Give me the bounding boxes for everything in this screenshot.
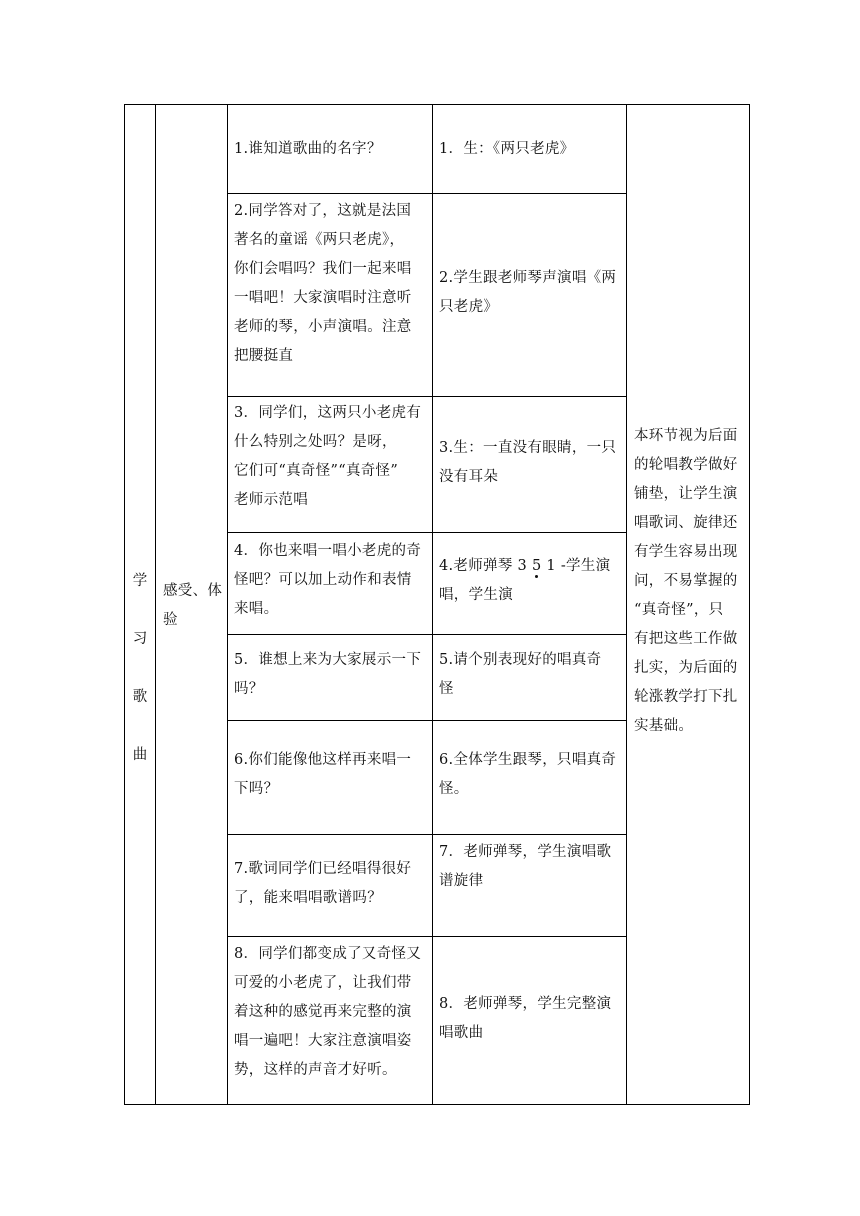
text-line: 把腰挺直 <box>234 348 294 364</box>
design-intent-cell <box>634 422 748 741</box>
text-line: 怪。 <box>439 781 469 797</box>
text-line: 谱旋律 <box>439 873 484 889</box>
text-line: 怪吧？可以加上动作和表情 <box>234 572 412 588</box>
notation-dot <box>535 575 538 578</box>
text-line: 怪 <box>439 681 454 697</box>
section-label-char: 曲 <box>132 747 148 763</box>
text-line: 5．谁想上来为大家展示一下 <box>234 652 422 668</box>
section-label-char: 学 <box>132 573 148 589</box>
text-line: 唱，学生演 <box>439 587 513 603</box>
section-label <box>130 538 150 799</box>
text-line: 什么特别之处吗？是呀， <box>234 434 397 450</box>
text-line: 8．老师弹琴，学生完整演 <box>439 996 612 1012</box>
text-line: 唱一遍吧！大家注意演唱姿 <box>234 1033 412 1049</box>
text-line: 5.请个别表现好的唱真奇 <box>439 652 602 668</box>
teacher-activity-cell <box>234 197 430 371</box>
student-activity-cell <box>439 135 625 164</box>
student-activity-cell <box>439 838 625 896</box>
student-activity-cell <box>439 264 625 322</box>
text-line: 扎实，为后面的 <box>634 660 738 676</box>
teacher-activity-cell <box>234 746 430 804</box>
text-line: “真奇怪”，只 <box>634 602 724 618</box>
teacher-activity-cell <box>234 537 430 624</box>
text-line: 7．老师弹琴，学生演唱歌 <box>439 844 612 860</box>
text-line: 的轮唱教学做好 <box>634 457 738 473</box>
teacher-activity-cell <box>234 399 430 515</box>
text-line: 吗？ <box>234 681 264 697</box>
text-line: 2.学生跟老师琴声演唱《两 <box>439 270 617 286</box>
text-line: 2.同学答对了，这就是法国 <box>234 203 412 219</box>
text-line: 1.谁知道歌曲的名字？ <box>234 141 382 157</box>
student-activity-cell <box>439 746 625 804</box>
text-line: 老师示范唱 <box>234 492 308 508</box>
text-line: 它们可“真奇怪”“真奇怪” <box>234 463 399 479</box>
text-line: 有把这些工作做 <box>634 631 738 647</box>
text-line: 没有耳朵 <box>439 469 499 485</box>
activity-label-line: 验 <box>163 612 178 628</box>
text-line: 唱歌曲 <box>439 1025 484 1041</box>
text-line: 铺垫，让学生演 <box>634 486 738 502</box>
student-activity-cell <box>439 990 625 1048</box>
teacher-activity-cell <box>234 135 430 164</box>
text-line: 著名的童谣《两只老虎》， <box>234 232 405 248</box>
text-line: 下吗？ <box>234 781 279 797</box>
text-line: 8．同学们都变成了又奇怪又 <box>234 946 422 962</box>
text-line: 老师的琴，小声演唱。注意 <box>234 319 412 335</box>
text-line: 3.生：一直没有眼睛，一只 <box>439 440 617 456</box>
teacher-activity-cell <box>234 855 430 913</box>
text-line: 来唱。 <box>234 601 279 617</box>
student-activity-cell <box>439 552 625 610</box>
teacher-activity-cell <box>234 646 430 704</box>
text-line: 4.老师弹琴 3 5 1 -学生演 <box>439 558 611 574</box>
student-activity-cell <box>439 434 625 492</box>
text-line: 1．生：《两只老虎》 <box>439 141 575 157</box>
text-line: 轮涨教学打下扎 <box>634 689 738 705</box>
activity-label-line: 感受、体 <box>163 583 223 599</box>
student-activity-cell <box>439 646 625 704</box>
text-line: 3．同学们，这两只小老虎有 <box>234 405 422 421</box>
text-line: 实基础。 <box>634 718 694 734</box>
text-line: 有学生容易出现 <box>634 544 738 560</box>
teacher-activity-cell <box>234 940 430 1085</box>
activity-label <box>163 577 225 635</box>
text-line: 势，这样的声音才好听。 <box>234 1062 397 1078</box>
text-line: 了，能来唱唱歌谱吗？ <box>234 890 382 906</box>
text-line: 6.全体学生跟琴，只唱真奇 <box>439 752 617 768</box>
text-line: 可爱的小老虎了，让我们带 <box>234 975 412 991</box>
text-line: 只老虎》 <box>439 299 499 315</box>
section-label-char: 歌 <box>132 689 148 705</box>
section-label-char: 习 <box>132 631 148 647</box>
text-line: 4．你也来唱一唱小老虎的奇 <box>234 543 422 559</box>
text-line: 6.你们能像他这样再来唱一 <box>234 752 412 768</box>
text-line: 问，不易掌握的 <box>634 573 738 589</box>
text-line: 唱歌词、旋律还 <box>634 515 738 531</box>
text-line: 本环节视为后面 <box>634 428 738 444</box>
text-line: 一唱吧！大家演唱时注意听 <box>234 290 412 306</box>
text-line: 7.歌词同学们已经唱得很好 <box>234 861 412 877</box>
text-line: 着这种的感觉再来完整的演 <box>234 1004 412 1020</box>
text-line: 你们会唱吗？我们一起来唱 <box>234 261 412 277</box>
